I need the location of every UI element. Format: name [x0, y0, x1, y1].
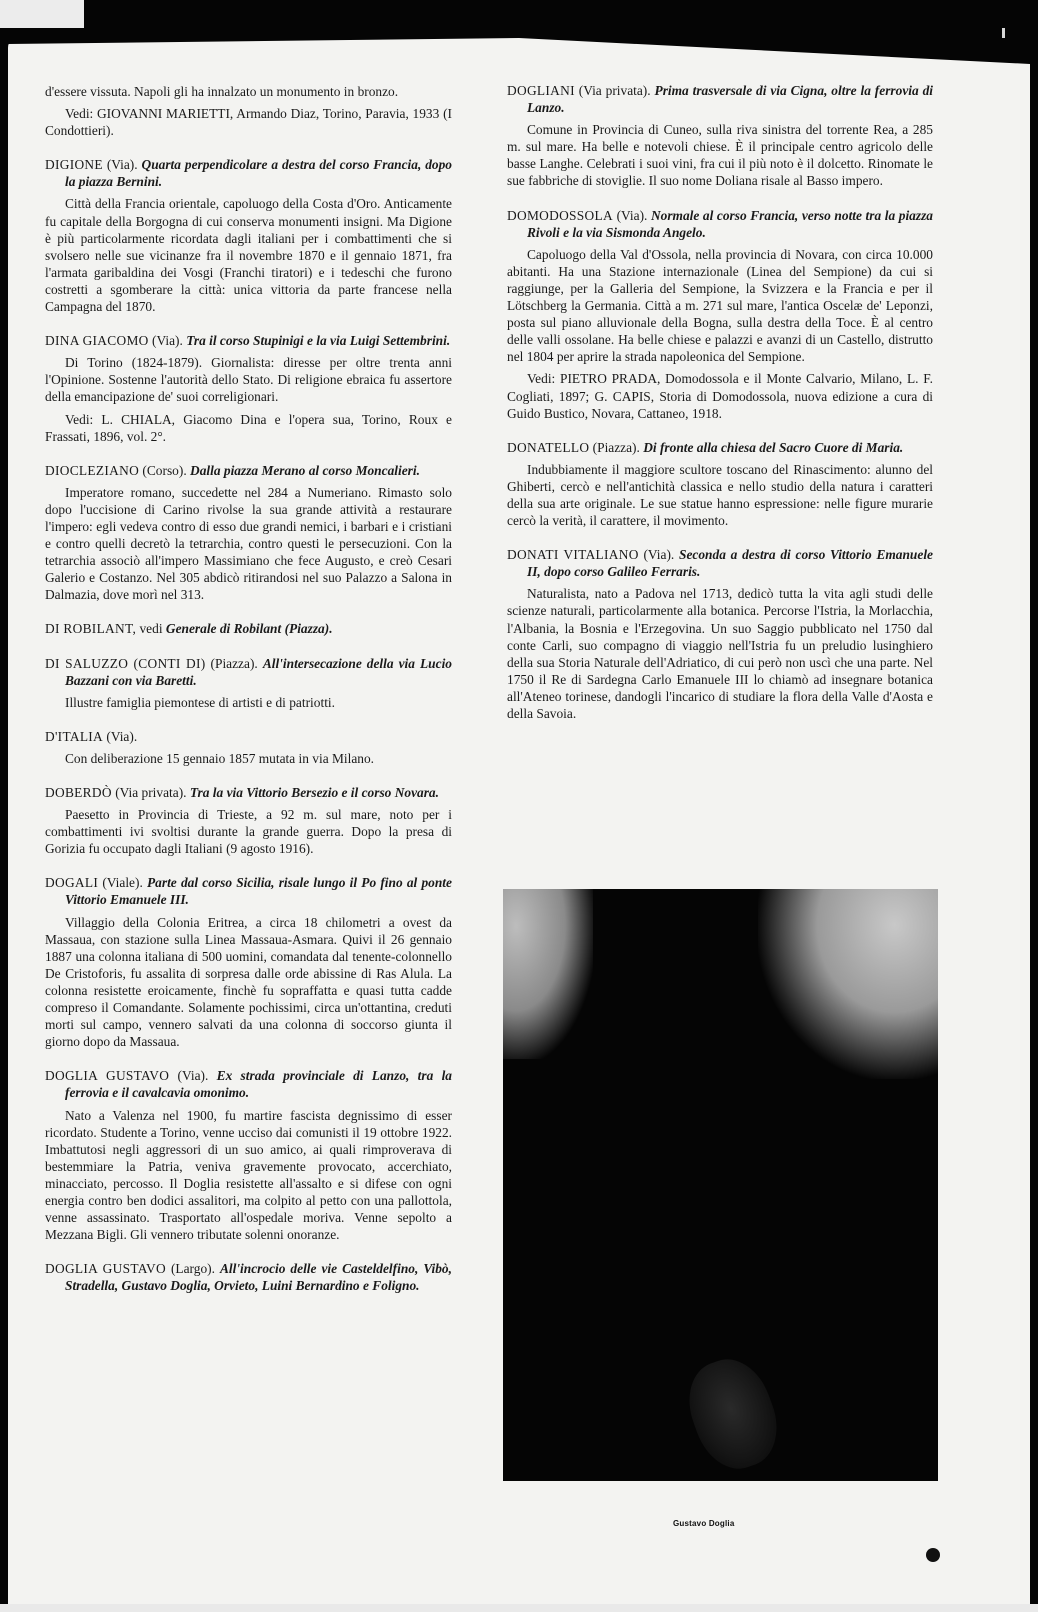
street-type: (Largo). [170, 1261, 215, 1277]
entry-paragraph: Illustre famiglia piemontese di artisti e di patriotti. [65, 694, 335, 710]
portrait-photo [503, 889, 938, 1489]
street-type: (Via). [106, 157, 138, 173]
street-location: All'incrocio delle vie Casteldelfino, Vibò, Stradella, Gustavo Doglia, Orvieto, Luini Bernardino e Foligno. [65, 1261, 452, 1294]
entry-heading [507, 207, 933, 241]
street-type: (Via privata). [578, 83, 651, 98]
entry-paragraph: Comune in Provincia di Cuneo, sulla riva sinistra del torrente Rea, a 285 m. sul mare. Ha belle e notevoli chiese. È il principale centro agricolo delle basse Langhe. Celebrati i suoi vini, fra cui il più noto è il dolcetto. Rinomate le sue fabbriche di stoviglie. Il suo nome Doliana risale al Basso impero. [507, 122, 933, 189]
street-location: Dalla piazza Merano al corso Moncalieri. [190, 462, 420, 478]
scan-mark [1002, 28, 1005, 38]
street-name: DOGLIA GUSTAVO [45, 1068, 170, 1084]
street-name: DINA GIACOMO [45, 333, 149, 349]
entry-paragraph: Di Torino (1824-1879). Giornalista: diresse per oltre trenta anni l'Opinione. Sostenne l'autorità dello Stato. Di religione ebraica fu assertore della emancipazione de' suoi correligionari. [45, 355, 452, 405]
entry-heading [507, 82, 933, 116]
street-entry [45, 784, 452, 857]
photo-background-left [503, 889, 593, 1059]
street-location: Seconda a destra di corso Vittorio Emanuele II, dopo corso Galileo Ferraris. [527, 547, 933, 580]
entry-heading [45, 620, 452, 637]
entry-heading [45, 784, 452, 801]
street-type: (Via). [616, 207, 648, 223]
street-type: (Piazza). [210, 655, 258, 671]
portrait-face [677, 1349, 790, 1480]
street-name: DOGLIANI [507, 83, 575, 98]
street-entry [507, 439, 933, 529]
street-name: DIOCLEZIANO [45, 462, 140, 478]
street-location: Ex strada provinciale di Lanzo, tra la ferrovia e il cavalcavia omonimo. [65, 1068, 452, 1101]
entry-heading [45, 332, 452, 349]
entry-paragraph: Nato a Valenza nel 1900, fu martire fascista degnissimo di esser ricordato. Studente a Torino, venne ucciso dai comunisti il 19 ottobre 1922. Imbattutosi negli aggressori di un suo amico, ai quali rimproverava di bestemmiare la Patria, veniva gravemente provocato, accerchiato, minacciato, percosso. Il Doglia resistette all'assalto e si difese con ogni energia contro ben dodici assalitori, ma colpito al petto con una pallottola, venne assassinato. Trasportato all'ospedale moriva. Venne sepolto a Mezzana Bigli. Gli vennero tributate solenni onoranze. [45, 1107, 452, 1243]
street-name: DIGIONE [45, 157, 103, 173]
portrait-image [503, 889, 938, 1481]
entry-paragraph: Vedi: GIOVANNI MARIETTI, Armando Diaz, Torino, Paravia, 1933 (I Condottieri). [45, 106, 452, 139]
street-entry [45, 156, 452, 315]
street-location: All'intersecazione della via Lucio Bazzani con via Baretti. [65, 655, 452, 688]
street-location: Quarta perpendicolare a destra del corso Francia, dopo la piazza Bernini. [65, 157, 452, 190]
street-entry [45, 332, 452, 445]
street-entry [45, 462, 452, 604]
street-location: Tra la via Vittorio Bersezio e il corso Novara. [189, 785, 439, 800]
street-type: (Corso). [142, 462, 187, 478]
entry-heading [45, 462, 452, 479]
photo-caption: Gustavo Doglia [673, 1519, 735, 1528]
street-type: (Via). [106, 728, 138, 744]
street-name: DONATELLO [507, 439, 590, 455]
street-entry [45, 1260, 452, 1294]
street-name: DOMODOSSOLA [507, 207, 613, 223]
entry-paragraph: Villaggio della Colonia Eritrea, a circa 18 chilometri a ovest da Massaua, con stazione sulla Linea Massaua-Asmara. Quivi il 26 gennaio 1887 una colonna italiana di 500 uomini, comandata dal tenente-colonnello De Cristoforis, fu assalita di sorpresa dalle orde abissine di Ras Alula. La colonna resistette eroicamente, finchè fu sopraffatta e quasi tutta cadde compreso il Comandante. Solamente pochissimi, circa un'ottantina, creduti morti sul campo, vennero salvati da una colonna di soccorso giunta il giorno dopo da Massaua. [45, 914, 452, 1050]
entry-paragraph: Imperatore romano, succedette nel 284 a Numeriano. Rimasto solo dopo l'uccisione di Carino rivolse la sua grande attività a restaurare l'impero: egli vedeva contro di esso due grandi nemici, i barbari e i cristiani e contro quelli decretò la tetrarchia, contro questi le persecuzioni. Con la tetrarchia associò all'impero Massimiano che fece Augusto, e creò Cesari Galerio e Costanzo. Nel 305 abdicò ritirandosi nel suo Palazzo a Salona in Dalmazia, dove morì nel 313. [45, 484, 452, 603]
street-location: Di fronte alla chiesa del Sacro Cuore di Maria. [643, 439, 904, 455]
street-name: DONATI VITALIANO [507, 547, 639, 563]
entry-heading [45, 156, 452, 190]
entry-paragraph: Capoluogo della Val d'Ossola, nella provincia di Novara, con circa 10.000 abitanti. Ha una Stazione internazionale (Linea del Sempione) da cui si raggiunge, per la Galleria del Sempione, la Svizzera e la Francia e per il Lötschberg la Germania. Città a m. 271 sul mare, l'antica Oscelæ de' Leponzi, posta sul piano alluvionale della Bogna, sulla destra della Toce. È al centro delle valli ossolane. Ha belle chiese e palazzi e avanzi di un Castello, distrutto nel 1804 per aprire la strada napoleonica del Sempione. [507, 246, 933, 365]
entry-heading [507, 546, 933, 580]
entry-paragraph: Con deliberazione 15 gennaio 1857 mutata in via Milano. [65, 750, 375, 766]
entry-paragraph: Vedi: L. CHIALA, Giacomo Dina e l'opera sua, Torino, Roux e Frassati, 1896, vol. 2°. [45, 411, 452, 444]
street-location: Parte dal corso Sicilia, risale lungo il Po fino al ponte Vittorio Emanuele III. [65, 875, 452, 908]
street-type: (Via). [177, 1068, 209, 1084]
left-column [45, 83, 452, 1311]
entry-paragraph: Città della Francia orientale, capoluogo della Costa d'Oro. Anticamente fu capitale della Borgogna di cui conserva monumenti insigni. Ma Digione è più particolarmente ricordata dagli italiani per i combattimenti che si svolsero nelle sue vicinanze fra il novembre 1870 e il gennaio 1871, fra l'armata garibaldina dei Vosgi (Franchi tiratori) e i tedeschi che furono costretti a sgomberare la città: unica vittoria da parte francese nella Campagna del 1870. [45, 196, 452, 315]
entry-heading [45, 874, 452, 908]
street-name: DOBERDÒ [45, 785, 112, 800]
street-entry [507, 546, 933, 722]
street-type: (Via privata). [115, 785, 187, 800]
street-location: Normale al corso Francia, verso notte tra la piazza Rivoli e la via Sismonda Angelo. [527, 207, 933, 240]
street-name: DI ROBILANT, [45, 621, 137, 637]
street-entry [507, 82, 933, 190]
scan-bottom-edge [0, 1604, 1038, 1612]
street-location: Generale di Robilant (Piazza). [165, 621, 333, 637]
street-type: (Piazza). [592, 439, 640, 455]
street-type: (Via). [643, 547, 675, 563]
street-name: DOGALI [45, 875, 99, 891]
entry-paragraph: Naturalista, nato a Padova nel 1713, dedicò tutta la vita agli studi delle scienze naturali, particolarmente alla botanica. Percorse l'Istria, la Morlacchia, l'Albania, la Bosnia e l'Erzegovina. Un suo Saggio pubblicato nel 1750 dal conte Carli, suo compagno di viaggio nell'Istria fu un preludio lusinghiero della sua Storia Naturale dell'Adriatico, di cui però non uscì che una parte. Nel 1750 il Re di Sardegna Carlo Emanuele III lo chiamò ad insegnare botanica all'Ateneo torinese, dandogli l'incarico di studiare la flora della Valle d'Aosta e della Savoia. [507, 586, 933, 721]
street-entry [45, 1067, 452, 1243]
entry-heading [45, 1067, 452, 1101]
photo-background-right [758, 889, 938, 1079]
street-type: (Viale). [102, 875, 143, 891]
street-entry [45, 728, 452, 767]
street-entry [45, 83, 452, 139]
page-mark-dot [926, 1548, 940, 1562]
street-location: Prima trasversale di via Cigna, oltre la ferrovia di Lanzo. [527, 83, 933, 116]
street-name: DOGLIA GUSTAVO [45, 1261, 166, 1277]
entry-heading [45, 728, 452, 745]
entry-heading [45, 1260, 452, 1294]
right-column [507, 82, 933, 739]
street-name: DI SALUZZO (CONTI DI) [45, 655, 206, 671]
street-entry [45, 620, 452, 637]
scan-edge-tab [0, 0, 84, 28]
entry-heading [507, 439, 933, 456]
entry-heading [45, 655, 452, 689]
street-entry [45, 655, 452, 711]
street-entry [507, 207, 933, 422]
entry-paragraph: Vedi: PIETRO PRADA, Domodossola e il Monte Calvario, Milano, L. F. Cogliati, 1897; G. CAPIS, Storia di Domodossola, nuova edizione a cura di Guido Bustico, Novara, Cattaneo, 1918. [507, 371, 933, 421]
entry-paragraph: d'essere vissuta. Napoli gli ha innalzato un monumento in bronzo. [45, 84, 399, 99]
street-type: vedi [139, 621, 163, 637]
street-location: Tra il corso Stupinigi e la via Luigi Settembrini. [186, 333, 451, 349]
street-type: (Via). [152, 333, 183, 349]
street-entry [45, 874, 452, 1050]
entry-paragraph: Paesetto in Provincia di Trieste, a 92 m. sul mare, noto per i combattimenti ivi svoltisi durante la grande guerra. Dopo la presa di Gorizia fu occupato dagli Italiani (9 agosto 1916). [45, 807, 452, 857]
street-name: D'ITALIA [45, 728, 104, 744]
entry-paragraph: Indubbiamente il maggiore scultore toscano del Rinascimento: alunno del Ghiberti, cercò e nell'antichità classica e nello studio della natura i caratteri della sua arte originale. Le sue statue hanno espressione: nelle figure murarie cercò la verità, il carattere, il movimento. [507, 461, 933, 529]
